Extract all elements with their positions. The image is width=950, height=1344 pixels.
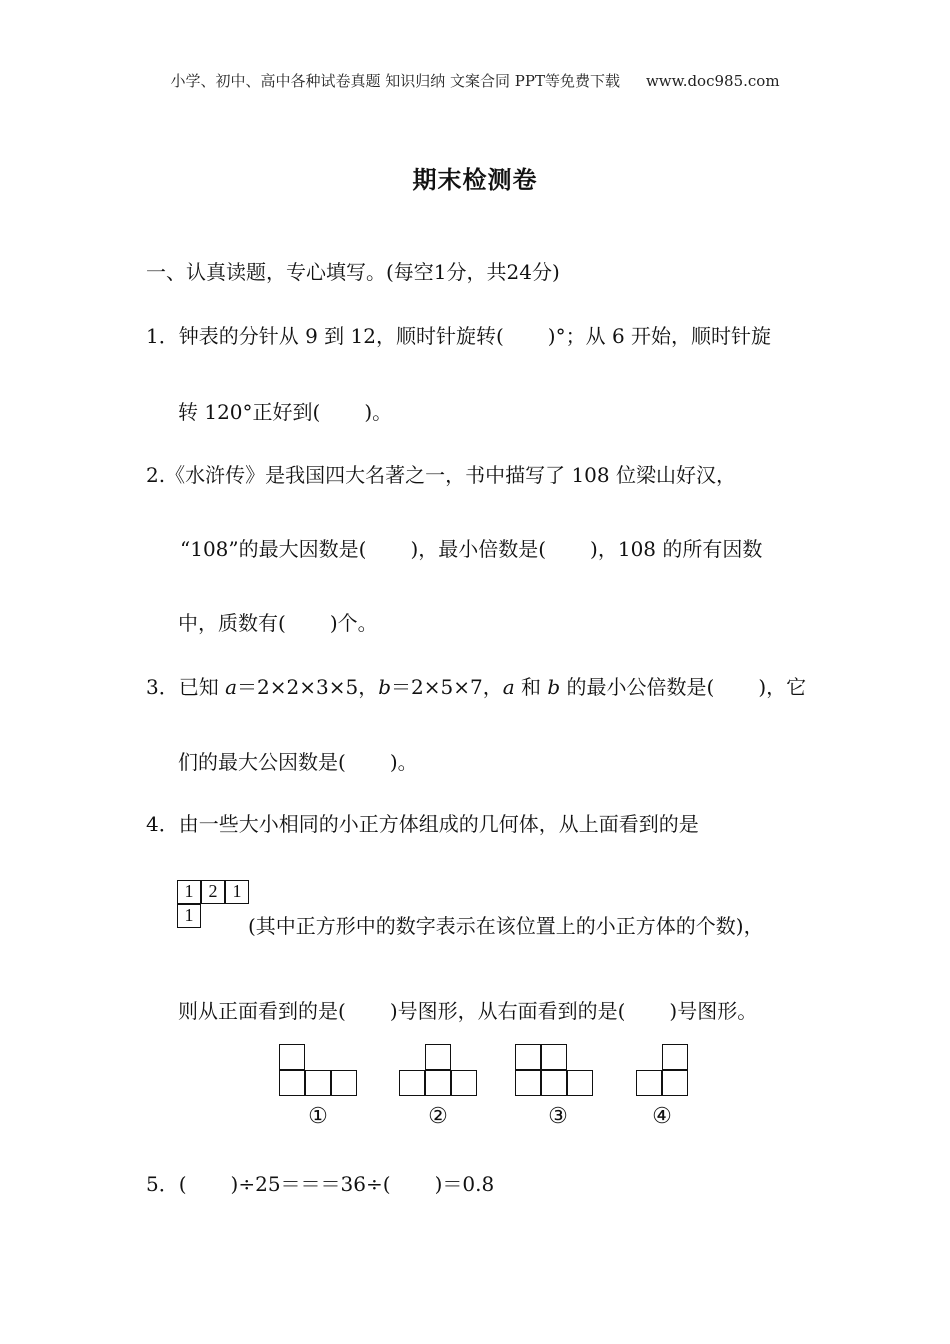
q3-text-d: 和 xyxy=(514,675,548,699)
section-heading: 一、认真读题，专心填写。(每空1分，共24分) xyxy=(146,260,560,284)
q1-text-c: 转 120°正好到( xyxy=(178,400,321,424)
grid-cell: 1 xyxy=(177,904,201,928)
q1-text-a: 1．钟表的分针从 9 到 12，顺时针旋转( xyxy=(146,324,504,348)
q2-text-c: )，108 的所有因数 xyxy=(590,537,763,561)
q3-text-f: )，它 xyxy=(758,675,807,699)
q3-text-g: 们的最大公因数是( xyxy=(178,750,346,774)
figure-label-4: ④ xyxy=(652,1104,672,1129)
q4-line1: 4．由一些大小相同的小正方体组成的几何体，从上面看到的是 xyxy=(146,812,699,836)
q2-text-a: “108”的最大因数是( xyxy=(180,537,367,561)
q2-text-e: )个。 xyxy=(329,611,378,635)
header-url: www.doc985.com xyxy=(645,72,780,90)
q1-text-b: )°；从 6 开始，顺时针旋 xyxy=(547,324,772,348)
q3-line1 xyxy=(146,671,806,700)
q3-text-a: 3．已知 xyxy=(146,675,226,699)
page-title: 期末检测卷 xyxy=(412,166,538,194)
q3-var-b: b xyxy=(378,675,392,699)
q3-var-a2: a xyxy=(502,675,515,699)
page-header xyxy=(0,70,950,91)
q3-text-b: ＝2×2×3×5， xyxy=(237,675,379,699)
q3-text-h: )。 xyxy=(389,750,418,774)
q3-text-c: ＝2×5×7， xyxy=(391,675,503,699)
q1-line2 xyxy=(178,396,392,425)
q1-text-d: )。 xyxy=(364,400,393,424)
q5-text-b: )÷25＝＝＝36÷( xyxy=(230,1172,391,1196)
figure-label-1: ① xyxy=(308,1104,328,1129)
q4-text-a: 则从正面看到的是( xyxy=(178,999,346,1023)
q2-line1: 2.《水浒传》是我国四大名著之一，书中描写了 108 位梁山好汉， xyxy=(146,463,736,487)
q5-line1 xyxy=(146,1168,494,1197)
q3-var-b2: b xyxy=(547,675,561,699)
q4-text-c: )号图形。 xyxy=(669,999,758,1023)
q4-line3 xyxy=(178,995,757,1024)
q3-var-a: a xyxy=(225,675,238,699)
grid-cell: 2 xyxy=(201,880,225,904)
grid-cell: 1 xyxy=(177,880,201,904)
q2-text-d: 中，质数有( xyxy=(178,611,286,635)
q5-text-a: 5．( xyxy=(146,1172,187,1196)
q4-text-b: )号图形，从右面看到的是( xyxy=(389,999,626,1023)
q3-text-e: 的最小公倍数是( xyxy=(560,675,715,699)
q5-text-c: )＝0.8 xyxy=(434,1172,495,1196)
figure-label-2: ② xyxy=(428,1104,448,1129)
q1-line1 xyxy=(146,320,771,349)
grid-cell: 1 xyxy=(225,880,249,904)
q2-line2 xyxy=(180,533,762,562)
q3-line2 xyxy=(178,746,418,775)
q2-text-b: )，最小倍数是( xyxy=(410,537,547,561)
figure-label-3: ③ xyxy=(548,1104,568,1129)
q2-line3 xyxy=(178,607,378,636)
q4-line2: (其中正方形中的数字表示在该位置上的小正方体的个数)， xyxy=(248,914,764,938)
header-left-text: 小学、初中、高中各种试卷真题 知识归纳 文案合同 PPT等免费下载 xyxy=(170,72,620,90)
